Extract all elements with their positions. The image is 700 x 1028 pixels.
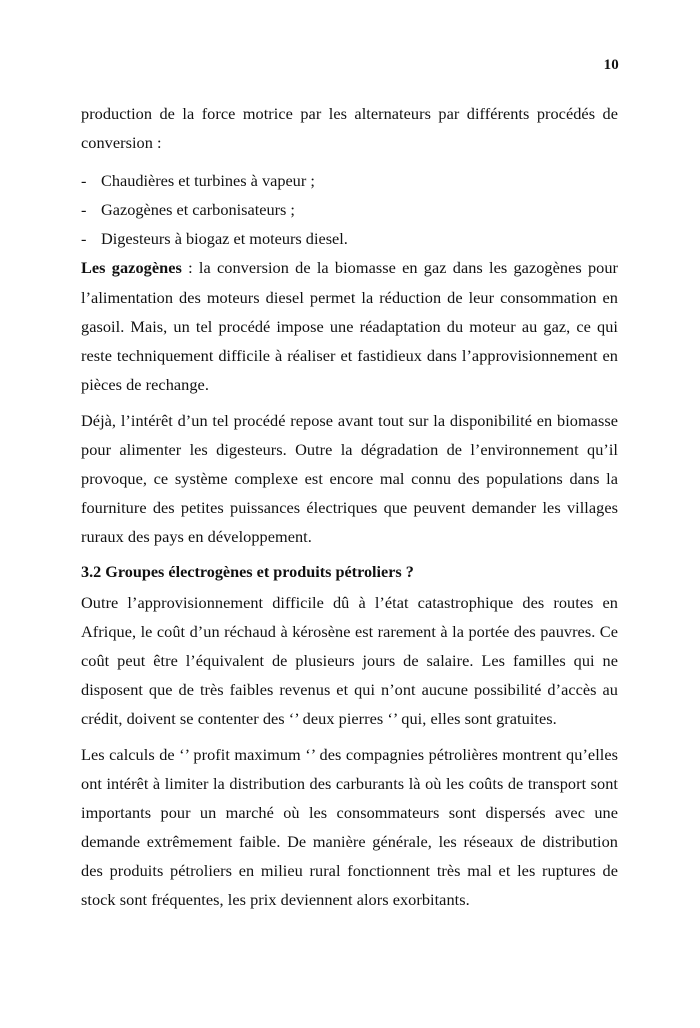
spacer bbox=[81, 157, 618, 166]
spacer bbox=[81, 551, 618, 558]
list-item-label: Gazogènes et carbonisateurs ; bbox=[101, 200, 295, 220]
conversion-process-list bbox=[81, 166, 618, 253]
list-item bbox=[81, 224, 618, 253]
list-item-label: Chaudières et turbines à vapeur ; bbox=[101, 171, 315, 191]
list-item-label: Digesteurs à biogaz et moteurs diesel. bbox=[101, 229, 348, 249]
list-marker: - bbox=[81, 229, 87, 249]
page-number: 10 bbox=[603, 57, 619, 73]
gazogenes-paragraph-text: : la conversion de la biomasse en gaz dans les gazogènes pour l’alimentation des moteurs diesel permet la réduction de leur consommation en gasoil. Mais, un tel procédé impose une réadaptation du moteur au gaz, ce qui reste techniquement difficile à réaliser et fastidieux dans l’approvisionnement en pièces de rechange. bbox=[81, 258, 619, 394]
outre-paragraph: Outre l’approvisionnement difficile dû à l’état catastrophique des routes en Afrique, le coût d’un réchaud à kérosène est rarement à la portée des pauvres. Ce coût peut être l’équivalent de plusieurs jours de salaire. Les familles qui ne disposent que de très faibles revenus et qui n’ont aucune possibilité d’accès au crédit, doivent se contenter des ‘’ deux pierres ‘’ qui, elles sont gratuites. bbox=[81, 592, 618, 728]
spacer bbox=[81, 399, 618, 406]
section-heading-3-2: 3.2 Groupes électrogènes et produits pétroliers ? bbox=[81, 563, 414, 582]
deja-paragraph: Déjà, l’intérêt d’un tel procédé repose avant tout sur la disponibilité en biomasse pour alimenter les digesteurs. Outre la dégradation de l’environnement qu’il provoque, ce système complexe est encore mal connu des populations dans la fourniture des petites puissances électriques que peuvent demander les villages ruraux des pays en développement. bbox=[81, 410, 618, 547]
list-item bbox=[81, 166, 618, 195]
page-content bbox=[81, 99, 618, 915]
list-item bbox=[81, 195, 618, 224]
gazogenes-paragraph bbox=[81, 253, 618, 398]
calculs-paragraph: Les calculs de ‘’ profit maximum ‘’ des compagnies pétrolières montrent qu’elles ont intérêt à limiter la distribution des carburants là où les coûts de transport sont importants pour un marché où les consommateurs sont dispersés avec une demande extrêmement faible. De manière générale, les réseaux de distribution des produits pétroliers en milieu rural fonctionnent très mal et les ruptures de stock sont fréquentes, les prix deviennent alors exorbitants. bbox=[81, 744, 618, 910]
gazogenes-lead-term: Les gazogènes bbox=[81, 258, 182, 278]
list-marker: - bbox=[81, 171, 87, 191]
spacer bbox=[81, 733, 618, 740]
list-marker: - bbox=[81, 200, 87, 220]
intro-paragraph: production de la force motrice par les alternateurs par différents procédés de conversion : bbox=[81, 104, 618, 153]
